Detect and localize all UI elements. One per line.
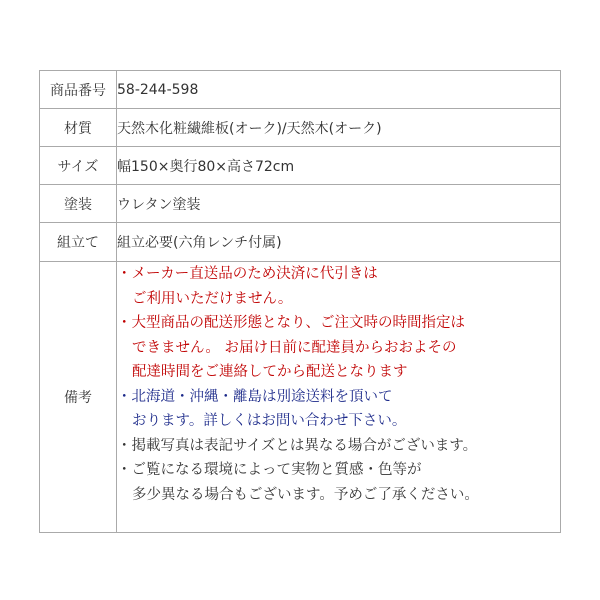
row-product-number [40,71,561,109]
material-value: 天然木化粧繊維板(オーク)/天然木(オーク) [117,109,561,147]
row-size [40,147,561,185]
product-number-label: 商品番号 [40,71,117,109]
row-assembly [40,223,561,262]
note-line: ・大型商品の配送形態となり、ご注文時の時間指定は [117,315,465,331]
notes-label: 備考 [40,262,117,533]
note-line: ご利用いただけません。 [132,290,293,307]
product-number-value: 58-244-598 [117,71,561,109]
note-line: 配達時間をご連絡してから配送となります [132,364,408,380]
note-line: ・ご覧になる環境によって実物と質感・色等が [117,462,422,478]
size-value: 幅150×奥行80×高さ72cm [117,147,561,185]
note-line: できません。 お届け日前に配達員からおおよその [132,339,457,356]
row-material [40,109,561,147]
finish-value: ウレタン塗装 [117,185,561,223]
finish-label: 塗装 [40,185,117,223]
material-label: 材質 [40,109,117,147]
row-notes [40,262,561,533]
note-line: ・掲載写真は表記サイズとは異なる場合がございます。 [117,437,478,454]
note-line: ・メーカー直送品のため決済に代引きは [117,266,378,282]
note-line: 多少異なる場合もございます。予めご了承ください。 [132,486,479,503]
row-finish [40,185,561,223]
assembly-label: 組立て [40,223,117,262]
note-line: ・北海道・沖縄・離島は別途送料を頂いて [117,388,393,405]
assembly-value: 組立必要(六角レンチ付属) [117,223,561,262]
notes-content [117,262,561,533]
note-line: おります。詳しくはお問い合わせ下さい。 [132,413,407,429]
size-label: サイズ [40,147,117,185]
spec-table [39,70,561,533]
